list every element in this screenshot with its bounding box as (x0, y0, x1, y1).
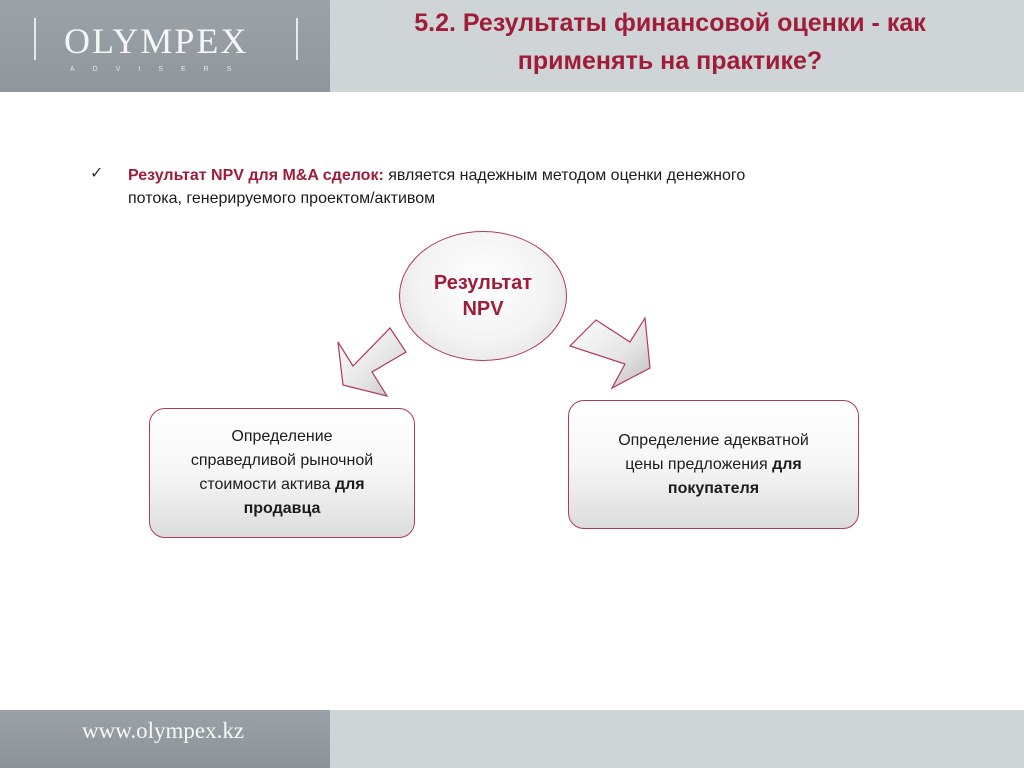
left-arrow-icon (338, 328, 406, 396)
bullet-text-1: является надежным методом оценки денежного (383, 167, 746, 184)
seller-line-2: справедливой рыночной (190, 452, 374, 469)
buyer-box (568, 400, 859, 529)
bullet-lead: Результат NPV для M&A сделок: (128, 167, 384, 184)
right-arrow-icon (570, 318, 650, 388)
seller-line-3-text: стоимости актива (199, 476, 335, 493)
npv-label-line-1: Результат (433, 272, 533, 294)
seller-line-1: Определение (231, 428, 333, 445)
footer-url: www.olympex.kz (82, 718, 245, 743)
npv-label (399, 270, 567, 322)
buyer-bold-2: покупателя (667, 479, 760, 497)
seller-bold-1: для (334, 476, 365, 493)
logo-text: OLYMPEX (64, 21, 249, 61)
logo-tagline: ADVISERS (70, 66, 250, 73)
slide-title-line-2: применять на практике? (517, 47, 823, 75)
seller-line-4 (191, 497, 373, 521)
bullet-line-2: потока, генерируемого проектом/активом (128, 190, 436, 207)
slide-title-line-1: 5.2. Результаты финансовой оценки - как (414, 9, 926, 37)
buyer-bold-1: для (772, 455, 802, 473)
seller-text (191, 425, 373, 521)
checkmark-icon: ✓ (90, 165, 104, 182)
buyer-line-3 (618, 477, 809, 501)
npv-label-line-2: NPV (462, 298, 504, 320)
buyer-text (618, 429, 809, 501)
seller-line-3 (191, 473, 373, 497)
buyer-line-2-text: цены предложения (625, 455, 773, 473)
buyer-line-1: Определение адекватной (618, 431, 809, 449)
buyer-line-2 (618, 453, 809, 477)
seller-bold-2: продавца (243, 500, 321, 517)
seller-box (149, 408, 415, 538)
